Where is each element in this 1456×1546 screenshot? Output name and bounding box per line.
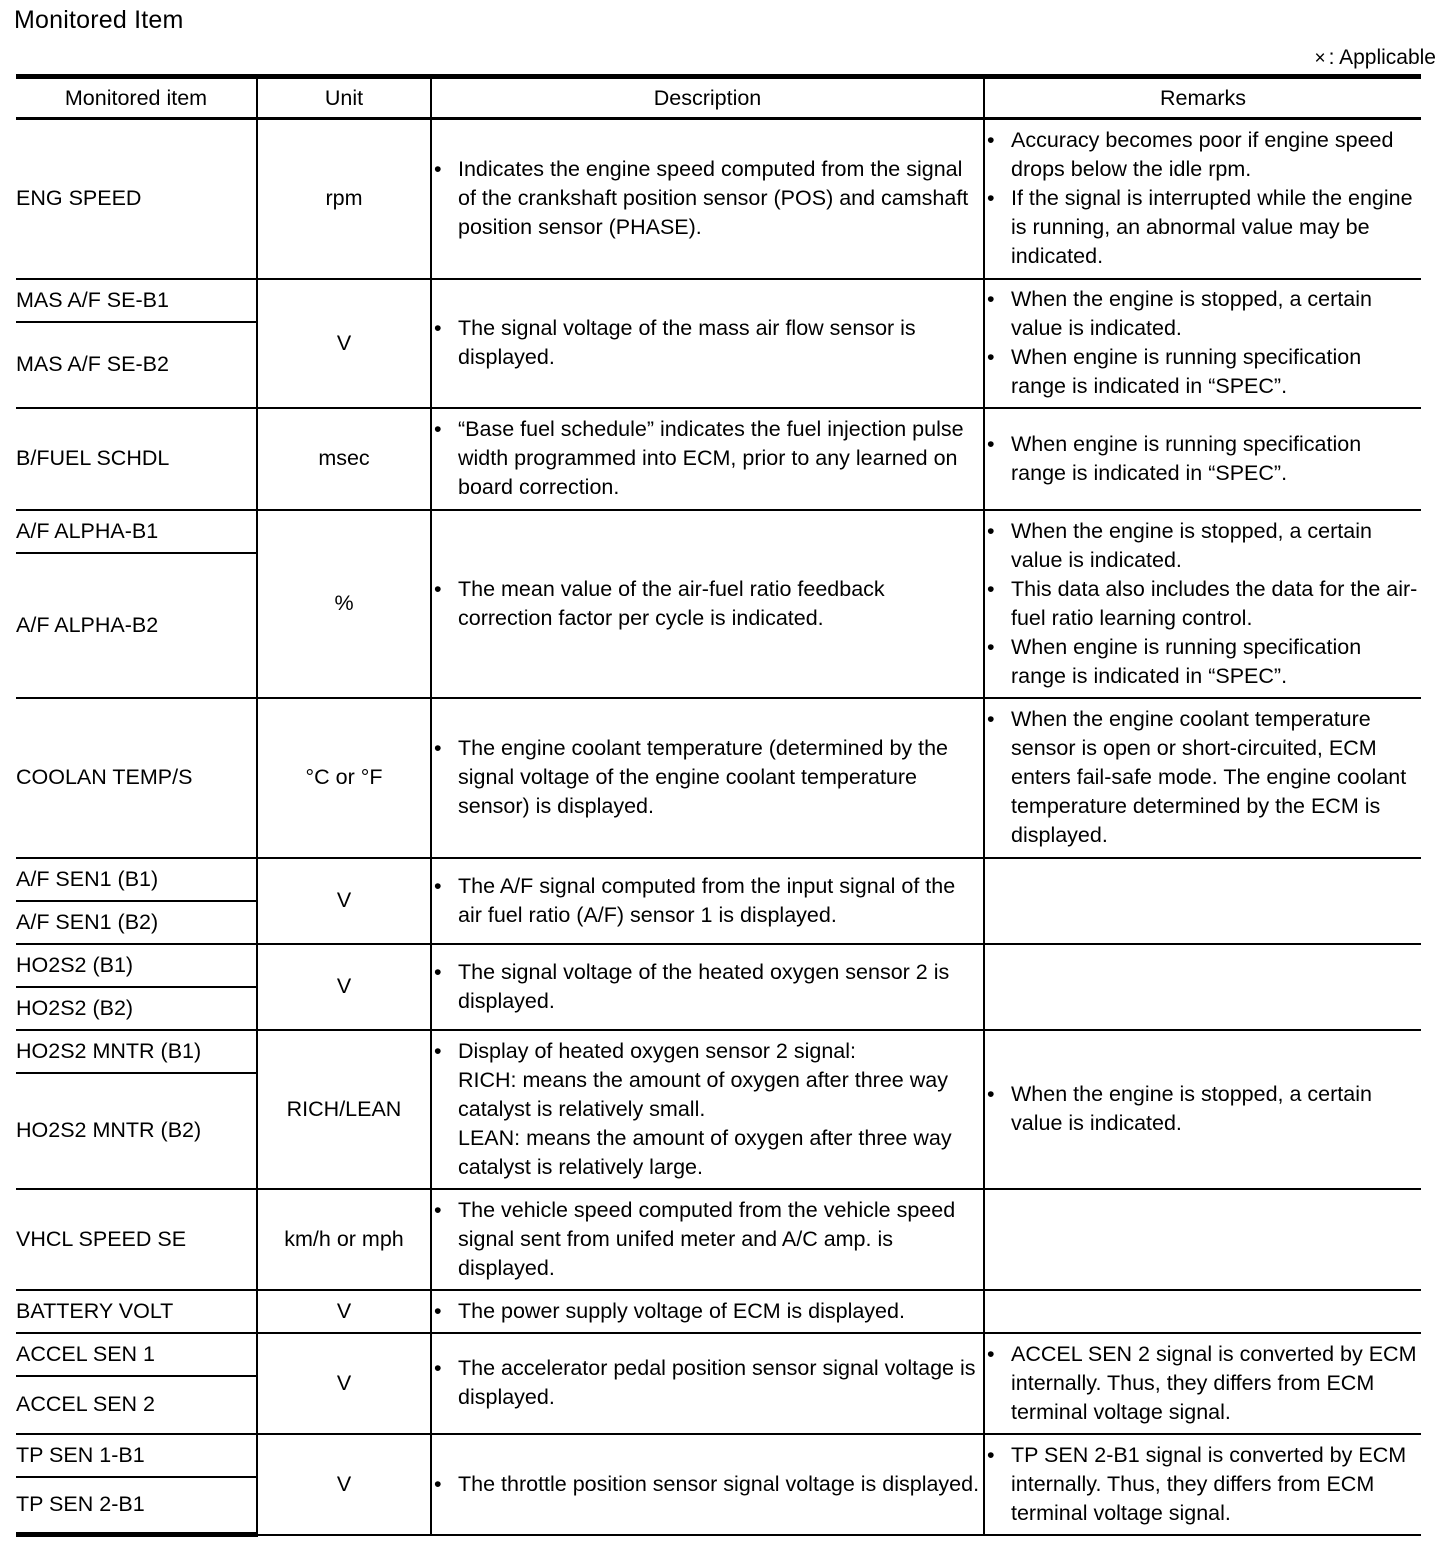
remarks-cell xyxy=(984,510,1421,698)
description-cell xyxy=(431,119,984,279)
description-bullet: • The mean value of the air-fuel ratio feedback correction factor per cycle is indicated. xyxy=(432,575,983,633)
table-row xyxy=(16,408,1421,510)
description-bullet: • The signal voltage of the mass air flow sensor is displayed. xyxy=(432,314,983,372)
description-bullet: • The power supply voltage of ECM is displayed. xyxy=(432,1297,983,1326)
header-remarks: Remarks xyxy=(984,77,1421,119)
remarks-cell xyxy=(984,1290,1421,1333)
monitored-item-table xyxy=(16,74,1421,1537)
table-row xyxy=(16,1434,1421,1477)
table-row xyxy=(16,119,1421,279)
description-cell xyxy=(431,944,984,1030)
item-name: HO2S2 MNTR (B1) xyxy=(16,1030,257,1073)
header-monitored-item: Monitored item xyxy=(16,77,257,119)
remarks-cell xyxy=(984,858,1421,944)
item-name: HO2S2 (B2) xyxy=(16,987,257,1030)
remarks-cell xyxy=(984,1189,1421,1290)
description-line: RICH: means the amount of oxygen after three way catalyst is relatively small. xyxy=(458,1067,948,1121)
remark-bullet: • When engine is running specification range is indicated in “SPEC”. xyxy=(985,343,1421,401)
description-cell xyxy=(431,1333,984,1434)
description-cell xyxy=(431,698,984,858)
description-bullet: • Indicates the engine speed computed from the signal of the crankshaft position sensor (POS) and camshaft position sensor (PHASE). xyxy=(432,155,983,242)
description-bullet: • The throttle position sensor signal voltage is displayed. xyxy=(432,1470,983,1499)
unit-cell: rpm xyxy=(257,119,431,279)
unit-cell: V xyxy=(257,1434,431,1535)
remark-bullet: • ACCEL SEN 2 signal is converted by ECM internally. Thus, they differs from ECM terminal voltage signal. xyxy=(985,1340,1421,1427)
page-title: Monitored Item xyxy=(14,6,184,34)
unit-cell: RICH/LEAN xyxy=(257,1030,431,1189)
remark-bullet: • When the engine is stopped, a certain value is indicated. xyxy=(985,1080,1421,1138)
unit-cell: % xyxy=(257,510,431,698)
table-row xyxy=(16,510,1421,553)
remarks-cell xyxy=(984,1333,1421,1434)
unit-cell: km/h or mph xyxy=(257,1189,431,1290)
item-name: A/F SEN1 (B2) xyxy=(16,901,257,944)
item-name: ACCEL SEN 1 xyxy=(16,1333,257,1376)
description-cell xyxy=(431,1030,984,1189)
remark-bullet: • When the engine coolant temperature sensor is open or short-circuited, ECM enters fail-safe mode. The engine coolant temperature determined by the ECM is displayed. xyxy=(985,705,1421,850)
remark-bullet: • When the engine is stopped, a certain value is indicated. xyxy=(985,517,1421,575)
item-name: HO2S2 MNTR (B2) xyxy=(16,1073,257,1189)
remarks-cell xyxy=(984,698,1421,858)
remark-bullet: • Accuracy becomes poor if engine speed drops below the idle rpm. xyxy=(985,126,1421,184)
description-bullet xyxy=(432,1037,983,1182)
description-bullet: • The accelerator pedal position sensor signal voltage is displayed. xyxy=(432,1354,983,1412)
item-name: COOLAN TEMP/S xyxy=(16,698,257,858)
item-name: BATTERY VOLT xyxy=(16,1290,257,1333)
remarks-cell xyxy=(984,119,1421,279)
description-bullet: • The A/F signal computed from the input signal of the air fuel ratio (A/F) sensor 1 is displayed. xyxy=(432,872,983,930)
applicable-legend-text: : Applicable xyxy=(1328,46,1436,69)
item-name: A/F ALPHA-B2 xyxy=(16,553,257,698)
description-cell xyxy=(431,279,984,408)
remarks-cell xyxy=(984,279,1421,408)
table-row xyxy=(16,1290,1421,1333)
description-cell xyxy=(431,1434,984,1535)
header-description: Description xyxy=(431,77,984,119)
remark-bullet: • TP SEN 2-B1 signal is converted by ECM internally. Thus, they differs from ECM terminal voltage signal. xyxy=(985,1441,1421,1528)
table-row xyxy=(16,279,1421,322)
table-row xyxy=(16,944,1421,987)
item-name: ENG SPEED xyxy=(16,119,257,279)
description-line: • Display of heated oxygen sensor 2 signal: xyxy=(458,1038,856,1063)
remark-bullet: • When the engine is stopped, a certain value is indicated. xyxy=(985,285,1421,343)
remark-bullet: • When engine is running specification range is indicated in “SPEC”. xyxy=(985,633,1421,691)
remark-bullet: • This data also includes the data for the air-fuel ratio learning control. xyxy=(985,575,1421,633)
description-bullet: • “Base fuel schedule” indicates the fuel injection pulse width programmed into ECM, prior to any learned on board correction. xyxy=(432,415,983,502)
description-cell xyxy=(431,1290,984,1333)
remark-bullet: • If the signal is interrupted while the engine is running, an abnormal value may be indicated. xyxy=(985,184,1421,271)
description-cell xyxy=(431,1189,984,1290)
item-name: A/F SEN1 (B1) xyxy=(16,858,257,901)
item-name: VHCL SPEED SE xyxy=(16,1189,257,1290)
description-bullet: • The vehicle speed computed from the vehicle speed signal sent from unifed meter and A/C amp. is displayed. xyxy=(432,1196,983,1283)
table-row xyxy=(16,1030,1421,1073)
description-bullet: • The signal voltage of the heated oxygen sensor 2 is displayed. xyxy=(432,958,983,1016)
table-row xyxy=(16,1189,1421,1290)
unit-cell: V xyxy=(257,279,431,408)
unit-cell: °C or °F xyxy=(257,698,431,858)
description-cell xyxy=(431,510,984,698)
unit-cell: V xyxy=(257,858,431,944)
table-row xyxy=(16,858,1421,901)
applicable-mark: × xyxy=(1314,48,1326,69)
unit-cell: V xyxy=(257,1333,431,1434)
item-name: HO2S2 (B1) xyxy=(16,944,257,987)
unit-cell: V xyxy=(257,1290,431,1333)
header-unit: Unit xyxy=(257,77,431,119)
remarks-cell xyxy=(984,944,1421,1030)
unit-cell: V xyxy=(257,944,431,1030)
remarks-cell xyxy=(984,1434,1421,1535)
description-bullet: • The engine coolant temperature (determined by the signal voltage of the engine coolant temperature sensor) is displayed. xyxy=(432,734,983,821)
item-name: MAS A/F SE-B1 xyxy=(16,279,257,322)
item-name: TP SEN 1-B1 xyxy=(16,1434,257,1477)
item-name: A/F ALPHA-B1 xyxy=(16,510,257,553)
item-name: B/FUEL SCHDL xyxy=(16,408,257,510)
item-name: MAS A/F SE-B2 xyxy=(16,322,257,408)
description-cell xyxy=(431,408,984,510)
item-name: ACCEL SEN 2 xyxy=(16,1376,257,1434)
applicable-legend xyxy=(1314,46,1436,70)
table-row xyxy=(16,1333,1421,1376)
unit-cell: msec xyxy=(257,408,431,510)
item-name: TP SEN 2-B1 xyxy=(16,1477,257,1535)
description-cell xyxy=(431,858,984,944)
description-line: LEAN: means the amount of oxygen after three way catalyst is relatively large. xyxy=(458,1125,952,1179)
remark-bullet: • When engine is running specification range is indicated in “SPEC”. xyxy=(985,430,1421,488)
remarks-cell xyxy=(984,1030,1421,1189)
header-row xyxy=(16,77,1421,119)
remarks-cell xyxy=(984,408,1421,510)
table-row xyxy=(16,698,1421,858)
